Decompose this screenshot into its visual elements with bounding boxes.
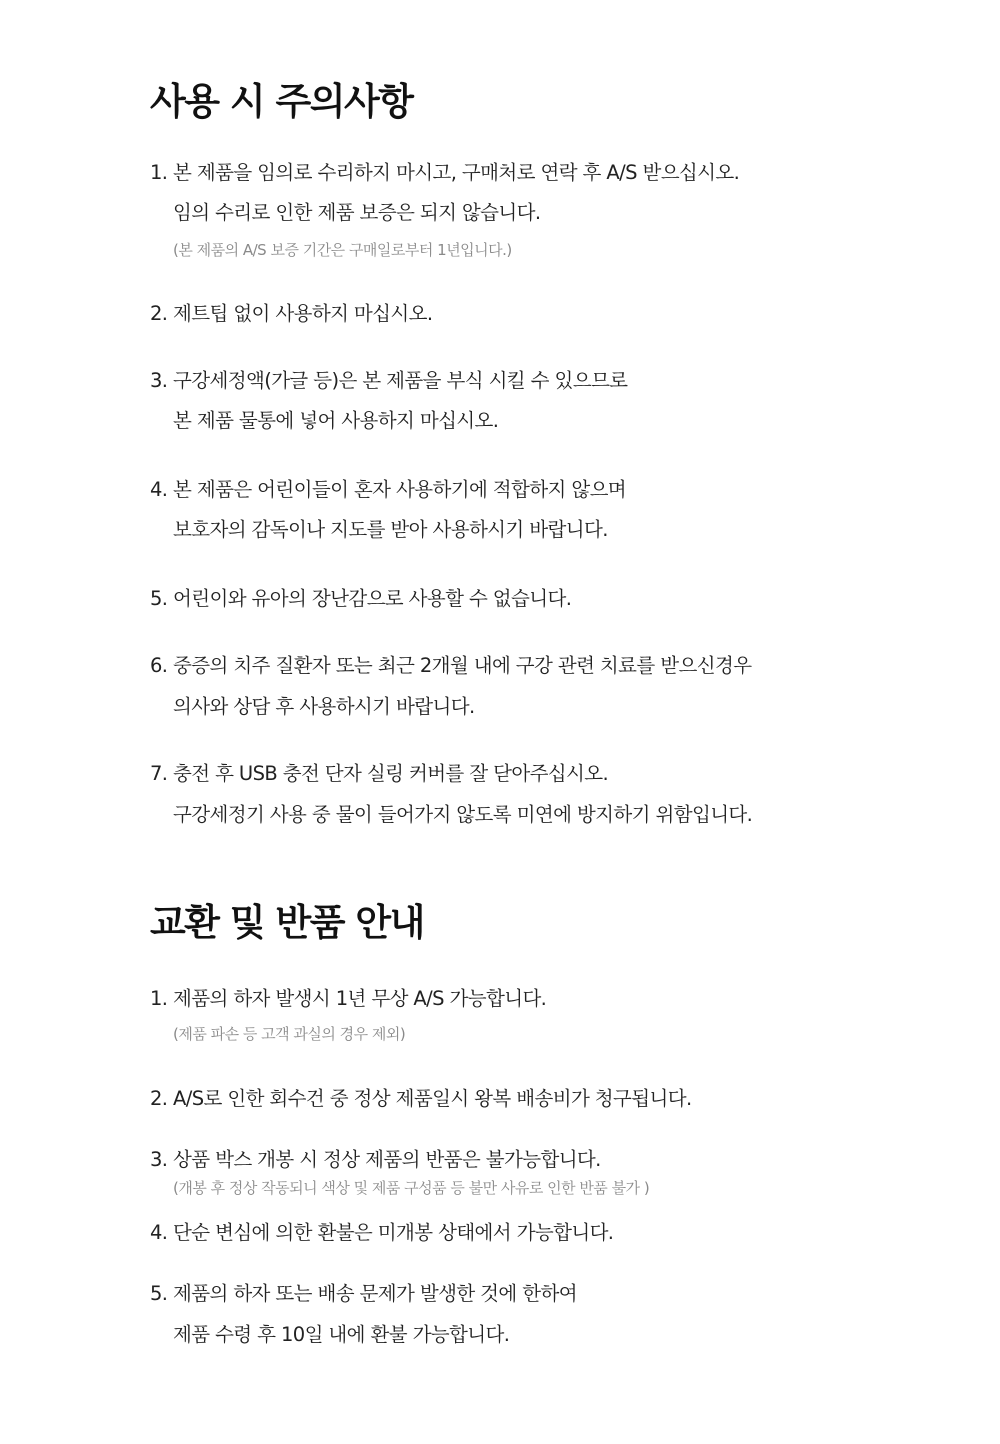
- caution-2-line-1: 2. 제트팁 없이 사용하지 마십시오.: [150, 302, 433, 325]
- exchange-1-note: (제품 파손 등 고객 과실의 경우 제외): [173, 1025, 406, 1043]
- exchange-4-line-1: 4. 단순 변심에 의한 환불은 미개봉 상태에서 가능합니다.: [150, 1221, 614, 1244]
- caution-7-line-1: 7. 충전 후 USB 충전 단자 실링 커버를 잘 닫아주십시오.: [150, 762, 609, 785]
- caution-1-line-2: 임의 수리로 인한 제품 보증은 되지 않습니다.: [173, 201, 541, 224]
- caution-3-line-1: 3. 구강세정액(가글 등)은 본 제품을 부식 시킬 수 있으므로: [150, 369, 628, 392]
- exchange-5-line-1: 5. 제품의 하자 또는 배송 문제가 발생한 것에 한하여: [150, 1282, 577, 1305]
- caution-1-note: (본 제품의 A/S 보증 기간은 구매일로부터 1년입니다.): [173, 241, 512, 259]
- caution-7-line-2: 구강세정기 사용 중 물이 들어가지 않도록 미연에 방지하기 위함입니다.: [173, 803, 753, 826]
- caution-4-line-1: 4. 본 제품은 어린이들이 혼자 사용하기에 적합하지 않으며: [150, 478, 627, 501]
- usage-cautions-title: 사용 시 주의사항: [150, 80, 413, 123]
- caution-6-line-1: 6. 중증의 치주 질환자 또는 최근 2개월 내에 구강 관련 치료를 받으신경우: [150, 654, 752, 677]
- exchange-return-title: 교환 및 반품 안내: [150, 901, 424, 944]
- caution-3-line-2: 본 제품 물통에 넣어 사용하지 마십시오.: [173, 409, 499, 432]
- exchange-2-line-1: 2. A/S로 인한 회수건 중 정상 제품일시 왕복 배송비가 청구됩니다.: [150, 1087, 692, 1110]
- exchange-1-line-1: 1. 제품의 하자 발생시 1년 무상 A/S 가능합니다.: [150, 987, 547, 1010]
- caution-5-line-1: 5. 어린이와 유아의 장난감으로 사용할 수 없습니다.: [150, 587, 572, 610]
- exchange-3-line-1: 3. 상품 박스 개봉 시 정상 제품의 반품은 불가능합니다.: [150, 1148, 601, 1171]
- exchange-3-note: (개봉 후 정상 작동되니 색상 및 제품 구성품 등 불만 사유로 인한 반품 불가 ): [173, 1179, 650, 1197]
- exchange-5-line-2: 제품 수령 후 10일 내에 환불 가능합니다.: [173, 1323, 510, 1346]
- caution-4-line-2: 보호자의 감독이나 지도를 받아 사용하시기 바랍니다.: [173, 518, 608, 541]
- caution-1-line-1: 1. 본 제품을 임의로 수리하지 마시고, 구매처로 연락 후 A/S 받으십시오.: [150, 161, 740, 184]
- caution-6-line-2: 의사와 상담 후 사용하시기 바랍니다.: [173, 695, 475, 718]
